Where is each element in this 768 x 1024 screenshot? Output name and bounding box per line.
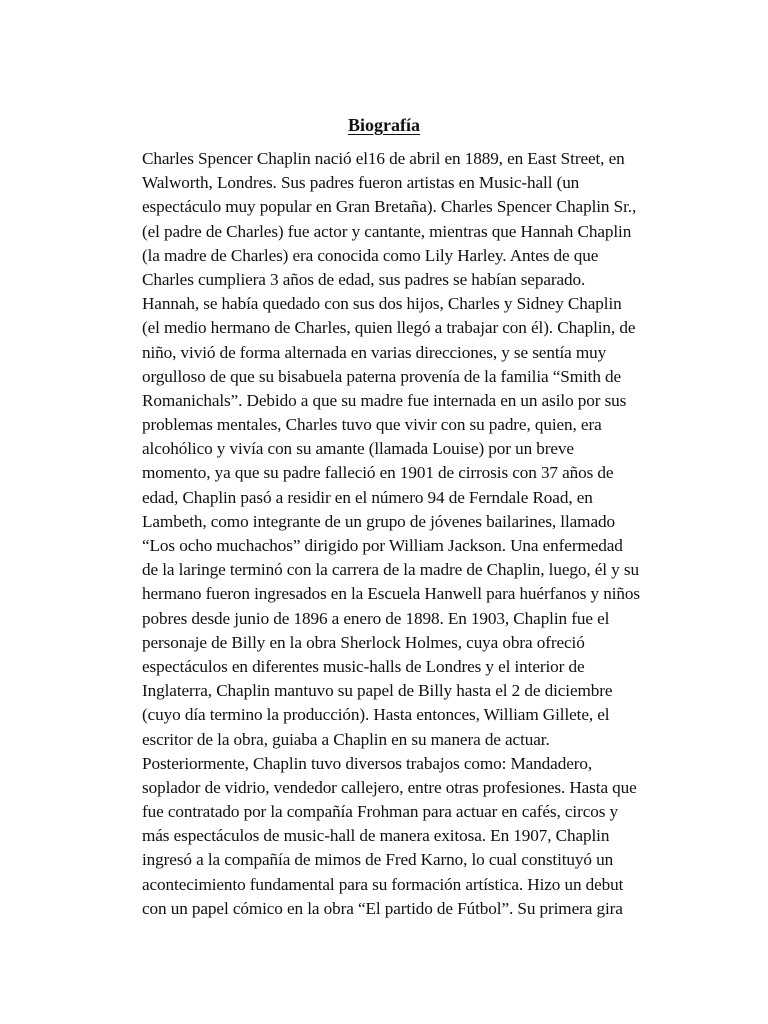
text-line: espectáculos en diferentes music-halls de Londres y el interior de bbox=[142, 656, 585, 676]
text-line: Romanichals”. Debido a que su madre fue internada en un asilo por sus bbox=[142, 390, 627, 410]
text-line: soplador de vidrio, vendedor callejero, entre otras profesiones. Hasta que bbox=[142, 777, 637, 797]
text-line: con un papel cómico en la obra “El partido de Fútbol”. Su primera gira bbox=[142, 898, 623, 918]
text-line: alcohólico y vivía con su amante (llamada Louise) por un breve bbox=[142, 439, 574, 459]
text-line: Hannah, se había quedado con sus dos hijos, Charles y Sidney Chaplin bbox=[142, 294, 622, 314]
text-line: fue contratado por la compañía Frohman para actuar en cafés, circos y bbox=[142, 802, 619, 822]
text-line: problemas mentales, Charles tuvo que vivir con su padre, quien, era bbox=[142, 415, 602, 435]
text-line: hermano fueron ingresados en la Escuela Hanwell para huérfanos y niños bbox=[142, 584, 640, 604]
text-line: (la madre de Charles) era conocida como Lily Harley. Antes de que bbox=[142, 245, 599, 265]
text-line: Inglaterra, Chaplin mantuvo su papel de Billy hasta el 2 de diciembre bbox=[142, 681, 613, 701]
text-line: Charles Spencer Chaplin nació el16 de abril en 1889, en East Street, en bbox=[142, 149, 625, 168]
text-line: Posteriormente, Chaplin tuvo diversos trabajos como: Mandadero, bbox=[142, 753, 593, 773]
text-line: orgulloso de que su bisabuela paterna provenía de la familia “Smith de bbox=[142, 366, 622, 386]
text-line: niño, vivió de forma alternada en varias direcciones, y se sentía muy bbox=[142, 342, 607, 362]
text-line: acontecimiento fundamental para su formación artística. Hizo un debut bbox=[142, 874, 624, 894]
text-line: espectáculo muy popular en Gran Bretaña). Charles Spencer Chaplin Sr., bbox=[142, 197, 637, 217]
page-title: Biografía bbox=[348, 115, 420, 135]
text-line: de la laringe terminó con la carrera de la madre de Chaplin, luego, él y su bbox=[142, 560, 639, 580]
text-line: Walworth, Londres. Sus padres fueron artistas en Music-hall (un bbox=[142, 173, 580, 193]
text-line: personaje de Billy en la obra Sherlock Holmes, cuya obra ofreció bbox=[142, 632, 585, 652]
text-line: escritor de la obra, guiaba a Chaplin en su manera de actuar. bbox=[142, 729, 550, 749]
text-line: (cuyo día termino la producción). Hasta entonces, William Gillete, el bbox=[142, 705, 610, 725]
text-line: (el medio hermano de Charles, quien llegó a trabajar con él). Chaplin, de bbox=[142, 318, 636, 338]
text-line: edad, Chaplin pasó a residir en el número 94 de Ferndale Road, en bbox=[142, 487, 593, 507]
text-line: más espectáculos de music-hall de manera exitosa. En 1907, Chaplin bbox=[142, 826, 610, 846]
text-line: pobres desde junio de 1896 a enero de 1898. En 1903, Chaplin fue el bbox=[142, 608, 610, 628]
text-line: momento, ya que su padre falleció en 1901 de cirrosis con 37 años de bbox=[142, 463, 614, 483]
text-line: “Los ocho muchachos” dirigido por William Jackson. Una enfermedad bbox=[142, 536, 623, 555]
text-line: Lambeth, como integrante de un grupo de jóvenes bailarines, llamado bbox=[142, 511, 615, 531]
text-line: Charles cumpliera 3 años de edad, sus padres se habían separado. bbox=[142, 269, 586, 289]
text-line: (el padre de Charles) fue actor y cantante, mientras que Hannah Chaplin bbox=[142, 221, 632, 241]
text-line: ingresó a la compañía de mimos de Fred Karno, lo cual constituyó un bbox=[142, 850, 614, 870]
body-text bbox=[142, 147, 642, 921]
